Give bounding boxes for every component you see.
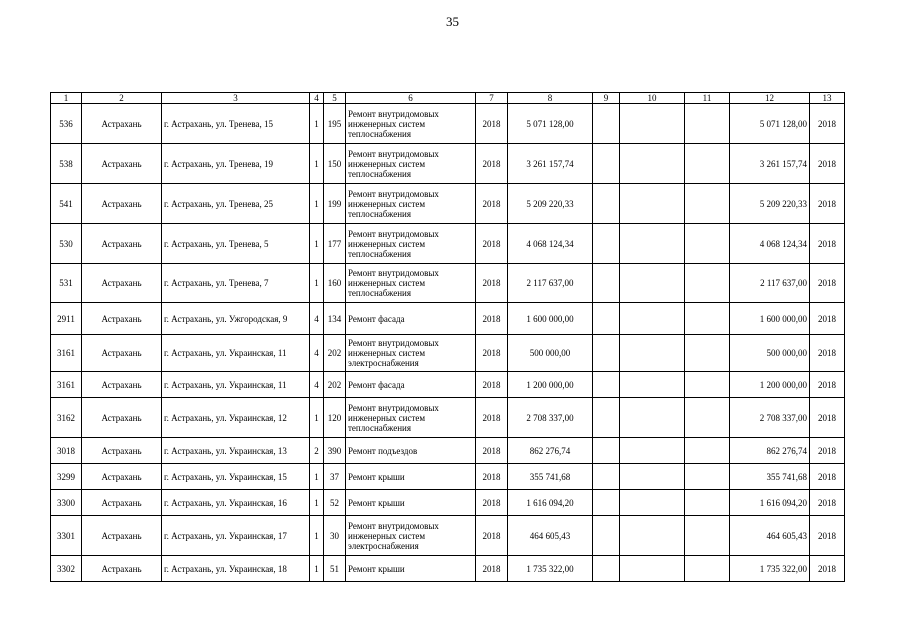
address-cell: г. Астрахань, ул. Тренева, 25 bbox=[162, 184, 310, 224]
address-cell: г. Астрахань, ул. Украинская, 11 bbox=[162, 335, 310, 372]
column-5-cell: 52 bbox=[324, 490, 346, 516]
column-4-cell: 1 bbox=[310, 144, 324, 184]
column-9-cell bbox=[593, 556, 620, 582]
work-type-cell: Ремонт внутридомовых инженерных систем теплоснабжения bbox=[346, 398, 476, 438]
year-cell: 2018 bbox=[476, 184, 508, 224]
column-11-cell bbox=[685, 303, 730, 335]
total-amount-cell: 4 068 124,34 bbox=[730, 224, 810, 264]
table-row bbox=[51, 464, 845, 490]
end-year-cell: 2018 bbox=[810, 303, 845, 335]
year-cell: 2018 bbox=[476, 438, 508, 464]
end-year-cell: 2018 bbox=[810, 516, 845, 556]
column-11-cell bbox=[685, 438, 730, 464]
work-type-cell: Ремонт крыши bbox=[346, 464, 476, 490]
amount-cell: 1 200 000,00 bbox=[508, 372, 593, 398]
amount-cell: 2 117 637,00 bbox=[508, 264, 593, 303]
work-type-cell: Ремонт внутридомовых инженерных систем теплоснабжения bbox=[346, 264, 476, 303]
column-9-cell bbox=[593, 303, 620, 335]
row-id-cell: 536 bbox=[51, 104, 82, 144]
column-5-cell: 390 bbox=[324, 438, 346, 464]
row-id-cell: 541 bbox=[51, 184, 82, 224]
address-cell: г. Астрахань, ул. Тренева, 19 bbox=[162, 144, 310, 184]
column-11-cell bbox=[685, 398, 730, 438]
year-cell: 2018 bbox=[476, 144, 508, 184]
amount-cell: 500 000,00 bbox=[508, 335, 593, 372]
table-row bbox=[51, 104, 845, 144]
year-cell: 2018 bbox=[476, 303, 508, 335]
table-header-row bbox=[51, 93, 845, 104]
total-amount-cell: 5 209 220,33 bbox=[730, 184, 810, 224]
address-cell: г. Астрахань, ул. Украинская, 11 bbox=[162, 372, 310, 398]
work-type-cell: Ремонт внутридомовых инженерных систем электроснабжения bbox=[346, 335, 476, 372]
address-cell: г. Астрахань, ул. Украинская, 16 bbox=[162, 490, 310, 516]
row-id-cell: 3301 bbox=[51, 516, 82, 556]
year-cell: 2018 bbox=[476, 335, 508, 372]
amount-cell: 355 741,68 bbox=[508, 464, 593, 490]
column-10-cell bbox=[620, 398, 685, 438]
year-cell: 2018 bbox=[476, 224, 508, 264]
year-cell: 2018 bbox=[476, 516, 508, 556]
work-type-cell: Ремонт фасада bbox=[346, 303, 476, 335]
total-amount-cell: 1 200 000,00 bbox=[730, 372, 810, 398]
total-amount-cell: 3 261 157,74 bbox=[730, 144, 810, 184]
address-cell: г. Астрахань, ул. Тренева, 7 bbox=[162, 264, 310, 303]
table-row bbox=[51, 490, 845, 516]
amount-cell: 1 735 322,00 bbox=[508, 556, 593, 582]
work-type-cell: Ремонт крыши bbox=[346, 490, 476, 516]
column-10-cell bbox=[620, 490, 685, 516]
column-5-cell: 202 bbox=[324, 335, 346, 372]
repair-program-table bbox=[50, 92, 845, 582]
column-10-cell bbox=[620, 438, 685, 464]
city-cell: Астрахань bbox=[82, 372, 162, 398]
amount-cell: 4 068 124,34 bbox=[508, 224, 593, 264]
total-amount-cell: 2 708 337,00 bbox=[730, 398, 810, 438]
end-year-cell: 2018 bbox=[810, 556, 845, 582]
column-5-cell: 37 bbox=[324, 464, 346, 490]
table-row bbox=[51, 398, 845, 438]
work-type-cell: Ремонт внутридомовых инженерных систем теплоснабжения bbox=[346, 224, 476, 264]
year-cell: 2018 bbox=[476, 556, 508, 582]
city-cell: Астрахань bbox=[82, 224, 162, 264]
column-header: 10 bbox=[620, 93, 685, 104]
city-cell: Астрахань bbox=[82, 335, 162, 372]
column-5-cell: 199 bbox=[324, 184, 346, 224]
amount-cell: 2 708 337,00 bbox=[508, 398, 593, 438]
column-10-cell bbox=[620, 184, 685, 224]
end-year-cell: 2018 bbox=[810, 335, 845, 372]
year-cell: 2018 bbox=[476, 490, 508, 516]
row-id-cell: 538 bbox=[51, 144, 82, 184]
column-header: 5 bbox=[324, 93, 346, 104]
column-header: 2 bbox=[82, 93, 162, 104]
column-header: 4 bbox=[310, 93, 324, 104]
column-4-cell: 1 bbox=[310, 516, 324, 556]
end-year-cell: 2018 bbox=[810, 372, 845, 398]
column-11-cell bbox=[685, 490, 730, 516]
column-9-cell bbox=[593, 335, 620, 372]
city-cell: Астрахань bbox=[82, 104, 162, 144]
city-cell: Астрахань bbox=[82, 184, 162, 224]
column-11-cell bbox=[685, 144, 730, 184]
column-10-cell bbox=[620, 372, 685, 398]
year-cell: 2018 bbox=[476, 464, 508, 490]
column-11-cell bbox=[685, 184, 730, 224]
column-9-cell bbox=[593, 464, 620, 490]
address-cell: г. Астрахань, ул. Тренева, 15 bbox=[162, 104, 310, 144]
table-row bbox=[51, 144, 845, 184]
column-11-cell bbox=[685, 372, 730, 398]
total-amount-cell: 355 741,68 bbox=[730, 464, 810, 490]
column-10-cell bbox=[620, 303, 685, 335]
address-cell: г. Астрахань, ул. Украинская, 12 bbox=[162, 398, 310, 438]
total-amount-cell: 500 000,00 bbox=[730, 335, 810, 372]
row-id-cell: 2911 bbox=[51, 303, 82, 335]
address-cell: г. Астрахань, ул. Украинская, 17 bbox=[162, 516, 310, 556]
end-year-cell: 2018 bbox=[810, 398, 845, 438]
column-11-cell bbox=[685, 556, 730, 582]
column-11-cell bbox=[685, 264, 730, 303]
total-amount-cell: 862 276,74 bbox=[730, 438, 810, 464]
city-cell: Астрахань bbox=[82, 264, 162, 303]
table-row bbox=[51, 438, 845, 464]
column-10-cell bbox=[620, 264, 685, 303]
total-amount-cell: 2 117 637,00 bbox=[730, 264, 810, 303]
end-year-cell: 2018 bbox=[810, 490, 845, 516]
city-cell: Астрахань bbox=[82, 490, 162, 516]
column-header: 7 bbox=[476, 93, 508, 104]
row-id-cell: 530 bbox=[51, 224, 82, 264]
address-cell: г. Астрахань, ул. Украинская, 18 bbox=[162, 556, 310, 582]
city-cell: Астрахань bbox=[82, 398, 162, 438]
column-5-cell: 150 bbox=[324, 144, 346, 184]
column-5-cell: 160 bbox=[324, 264, 346, 303]
row-id-cell: 3161 bbox=[51, 372, 82, 398]
end-year-cell: 2018 bbox=[810, 438, 845, 464]
column-10-cell bbox=[620, 516, 685, 556]
end-year-cell: 2018 bbox=[810, 264, 845, 303]
column-10-cell bbox=[620, 224, 685, 264]
column-9-cell bbox=[593, 264, 620, 303]
column-9-cell bbox=[593, 490, 620, 516]
column-header: 3 bbox=[162, 93, 310, 104]
column-10-cell bbox=[620, 144, 685, 184]
work-type-cell: Ремонт фасада bbox=[346, 372, 476, 398]
table-row bbox=[51, 303, 845, 335]
year-cell: 2018 bbox=[476, 398, 508, 438]
amount-cell: 3 261 157,74 bbox=[508, 144, 593, 184]
column-10-cell bbox=[620, 104, 685, 144]
city-cell: Астрахань bbox=[82, 303, 162, 335]
city-cell: Астрахань bbox=[82, 464, 162, 490]
amount-cell: 5 071 128,00 bbox=[508, 104, 593, 144]
column-11-cell bbox=[685, 464, 730, 490]
total-amount-cell: 1 735 322,00 bbox=[730, 556, 810, 582]
city-cell: Астрахань bbox=[82, 438, 162, 464]
work-type-cell: Ремонт крыши bbox=[346, 556, 476, 582]
total-amount-cell: 1 600 000,00 bbox=[730, 303, 810, 335]
column-11-cell bbox=[685, 104, 730, 144]
end-year-cell: 2018 bbox=[810, 184, 845, 224]
column-5-cell: 195 bbox=[324, 104, 346, 144]
column-4-cell: 1 bbox=[310, 104, 324, 144]
work-type-cell: Ремонт внутридомовых инженерных систем электроснабжения bbox=[346, 516, 476, 556]
column-9-cell bbox=[593, 372, 620, 398]
table-row bbox=[51, 335, 845, 372]
column-4-cell: 1 bbox=[310, 464, 324, 490]
column-4-cell: 1 bbox=[310, 398, 324, 438]
column-header: 13 bbox=[810, 93, 845, 104]
column-11-cell bbox=[685, 224, 730, 264]
address-cell: г. Астрахань, ул. Тренева, 5 bbox=[162, 224, 310, 264]
column-4-cell: 2 bbox=[310, 438, 324, 464]
amount-cell: 1 616 094,20 bbox=[508, 490, 593, 516]
year-cell: 2018 bbox=[476, 104, 508, 144]
work-type-cell: Ремонт внутридомовых инженерных систем теплоснабжения bbox=[346, 104, 476, 144]
address-cell: г. Астрахань, ул. Ужгородская, 9 bbox=[162, 303, 310, 335]
row-id-cell: 3299 bbox=[51, 464, 82, 490]
row-id-cell: 531 bbox=[51, 264, 82, 303]
end-year-cell: 2018 bbox=[810, 464, 845, 490]
table-row bbox=[51, 224, 845, 264]
column-5-cell: 120 bbox=[324, 398, 346, 438]
amount-cell: 1 600 000,00 bbox=[508, 303, 593, 335]
column-10-cell bbox=[620, 556, 685, 582]
row-id-cell: 3300 bbox=[51, 490, 82, 516]
row-id-cell: 3018 bbox=[51, 438, 82, 464]
column-5-cell: 202 bbox=[324, 372, 346, 398]
column-header: 6 bbox=[346, 93, 476, 104]
city-cell: Астрахань bbox=[82, 556, 162, 582]
column-9-cell bbox=[593, 184, 620, 224]
work-type-cell: Ремонт внутридомовых инженерных систем теплоснабжения bbox=[346, 144, 476, 184]
address-cell: г. Астрахань, ул. Украинская, 13 bbox=[162, 438, 310, 464]
column-4-cell: 1 bbox=[310, 490, 324, 516]
column-4-cell: 1 bbox=[310, 556, 324, 582]
column-9-cell bbox=[593, 104, 620, 144]
table-row bbox=[51, 556, 845, 582]
row-id-cell: 3302 bbox=[51, 556, 82, 582]
column-9-cell bbox=[593, 224, 620, 264]
total-amount-cell: 464 605,43 bbox=[730, 516, 810, 556]
city-cell: Астрахань bbox=[82, 516, 162, 556]
year-cell: 2018 bbox=[476, 372, 508, 398]
row-id-cell: 3161 bbox=[51, 335, 82, 372]
column-9-cell bbox=[593, 398, 620, 438]
column-header: 8 bbox=[508, 93, 593, 104]
total-amount-cell: 1 616 094,20 bbox=[730, 490, 810, 516]
column-4-cell: 4 bbox=[310, 303, 324, 335]
year-cell: 2018 bbox=[476, 264, 508, 303]
column-9-cell bbox=[593, 438, 620, 464]
column-4-cell: 4 bbox=[310, 335, 324, 372]
column-header: 9 bbox=[593, 93, 620, 104]
address-cell: г. Астрахань, ул. Украинская, 15 bbox=[162, 464, 310, 490]
city-cell: Астрахань bbox=[82, 144, 162, 184]
column-9-cell bbox=[593, 144, 620, 184]
work-type-cell: Ремонт подъездов bbox=[346, 438, 476, 464]
row-id-cell: 3162 bbox=[51, 398, 82, 438]
total-amount-cell: 5 071 128,00 bbox=[730, 104, 810, 144]
work-type-cell: Ремонт внутридомовых инженерных систем теплоснабжения bbox=[346, 184, 476, 224]
column-10-cell bbox=[620, 464, 685, 490]
page-number: 35 bbox=[446, 14, 459, 29]
column-header: 12 bbox=[730, 93, 810, 104]
column-10-cell bbox=[620, 335, 685, 372]
column-9-cell bbox=[593, 516, 620, 556]
column-header: 1 bbox=[51, 93, 82, 104]
end-year-cell: 2018 bbox=[810, 144, 845, 184]
table-row bbox=[51, 264, 845, 303]
column-11-cell bbox=[685, 516, 730, 556]
table-body bbox=[51, 93, 845, 582]
end-year-cell: 2018 bbox=[810, 104, 845, 144]
column-5-cell: 177 bbox=[324, 224, 346, 264]
column-11-cell bbox=[685, 335, 730, 372]
end-year-cell: 2018 bbox=[810, 224, 845, 264]
table-row bbox=[51, 184, 845, 224]
column-4-cell: 1 bbox=[310, 224, 324, 264]
column-5-cell: 30 bbox=[324, 516, 346, 556]
column-5-cell: 51 bbox=[324, 556, 346, 582]
column-4-cell: 4 bbox=[310, 372, 324, 398]
amount-cell: 5 209 220,33 bbox=[508, 184, 593, 224]
column-header: 11 bbox=[685, 93, 730, 104]
amount-cell: 464 605,43 bbox=[508, 516, 593, 556]
table-row bbox=[51, 516, 845, 556]
column-4-cell: 1 bbox=[310, 264, 324, 303]
table-row bbox=[51, 372, 845, 398]
column-5-cell: 134 bbox=[324, 303, 346, 335]
column-4-cell: 1 bbox=[310, 184, 324, 224]
amount-cell: 862 276,74 bbox=[508, 438, 593, 464]
